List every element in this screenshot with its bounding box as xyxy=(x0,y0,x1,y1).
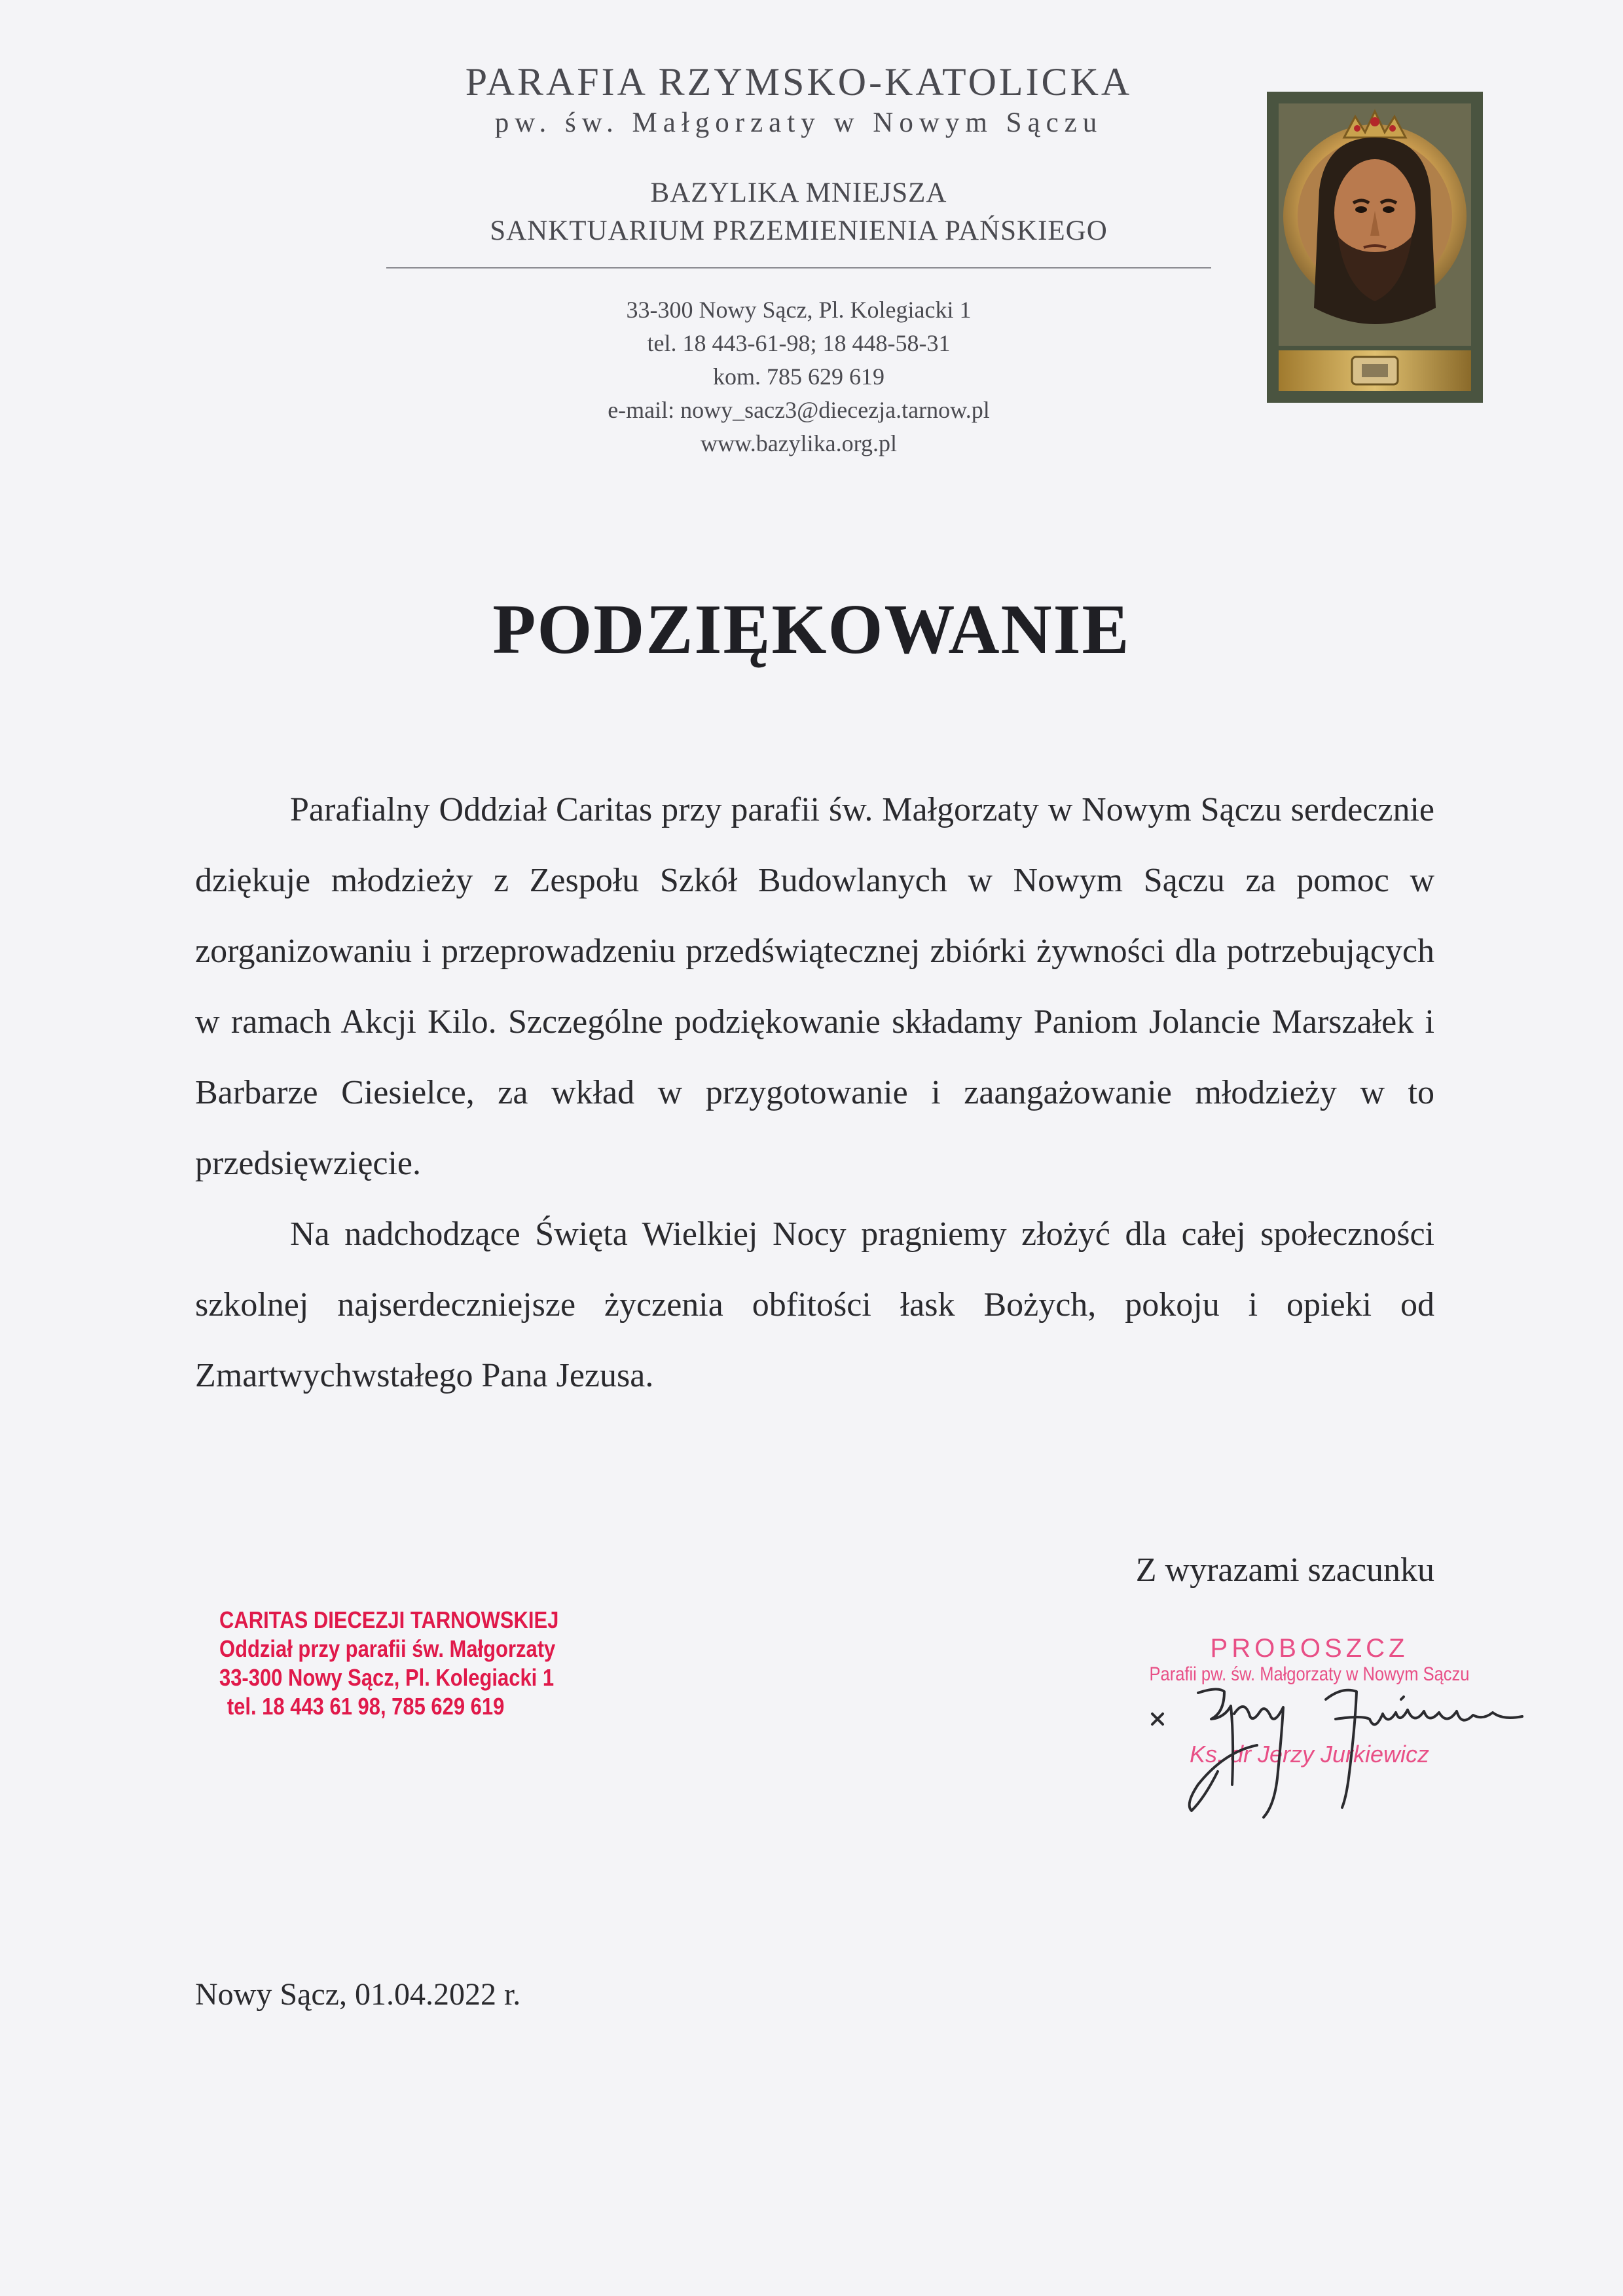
pastor-stamp-title: PROBOSZCZ xyxy=(1210,1634,1409,1663)
signature-icon xyxy=(1126,1673,1532,1824)
address-line: 33-300 Nowy Sącz, Pl. Kolegiacki 1 xyxy=(626,297,972,323)
basilica-line-1: BAZYLIKA MNIEJSZA xyxy=(650,177,947,208)
phone-line: tel. 18 443-61-98; 18 448-58-31 xyxy=(647,330,951,356)
caritas-stamp-line-1: CARITAS DIECEZJI TARNOWSKIEJ xyxy=(219,1606,559,1633)
mobile-line: kom. 785 629 619 xyxy=(712,363,884,390)
letter-date: Nowy Sącz, 01.04.2022 r. xyxy=(195,1977,521,2012)
website-line: www.bazylika.org.pl xyxy=(701,430,897,456)
caritas-stamp-line-3: 33-300 Nowy Sącz, Pl. Kolegiacki 1 xyxy=(219,1664,555,1691)
holy-face-icon xyxy=(1267,92,1483,403)
caritas-stamp-line-2: Oddział przy parafii św. Małgorzaty xyxy=(219,1635,556,1662)
header-divider xyxy=(386,267,1211,268)
pastor-stamp-parish: Parafii pw. św. Małgorzaty w Nowym Sączu xyxy=(1149,1663,1470,1685)
letterhead xyxy=(386,59,1211,460)
body-paragraph-2: Na nadchodzące Święta Wielkiej Nocy pragniemy złożyć dla całej społeczności szkolnej najserdeczniejsze życzenia obfitości łask Bożych, pokoju i opieki od Zmartwychwstałego Pana Jezusa. xyxy=(195,1215,1434,1394)
document-title: PODZIĘKOWANIE xyxy=(492,591,1131,669)
email-line: e-mail: nowy_sacz3@diecezja.tarnow.pl xyxy=(608,397,990,423)
body-paragraph-1: Parafialny Oddział Caritas przy parafii św. Małgorzaty w Nowym Sączu serdecznie dziękuje młodzieży z Zespołu Szkół Budowlanych w Nowym Sączu za pomoc w zorganizowaniu i przeprowadzeniu przedświątecznej zbiórki żywności dla potrzebujących w ramach Akcji Kilo. Szczególne podziękowanie składamy Paniom Jolancie Marszałek i Barbarze Ciesielce, za wkład w przygotowanie i zaangażowanie młodzieży w to przedsięwzięcie. xyxy=(195,791,1434,1182)
caritas-stamp-line-4: tel. 18 443 61 98, 785 629 619 xyxy=(227,1693,505,1720)
parish-subtitle: pw. św. Małgorzaty w Nowym Sączu xyxy=(494,107,1103,138)
caritas-stamp xyxy=(219,1606,559,1721)
parish-name: PARAFIA RZYMSKO-KATOLICKA xyxy=(465,60,1133,103)
letter-body xyxy=(195,775,1434,1411)
pastor-stamp-name: Ks. dr Jerzy Jurkiewicz xyxy=(1189,1741,1430,1768)
basilica-line-2: SANKTUARIUM PRZEMIENIENIA PAŃSKIEGO xyxy=(490,215,1108,246)
basilica-block xyxy=(386,174,1211,250)
contact-block xyxy=(386,293,1211,460)
closing-salutation: Z wyrazami szacunku xyxy=(1135,1551,1434,1589)
